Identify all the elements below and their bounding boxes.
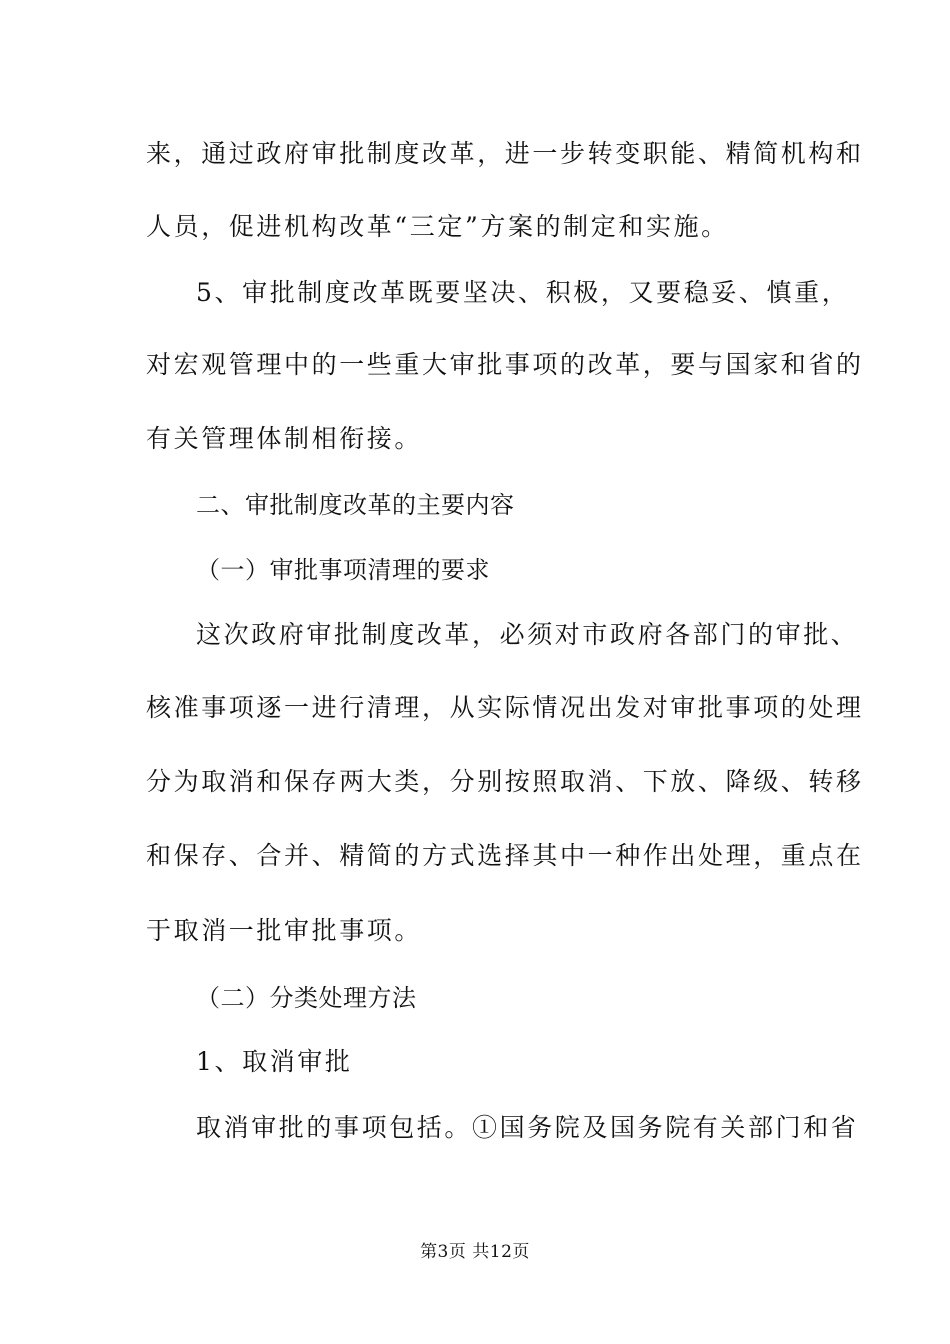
paragraph-line: 对宏观管理中的一些重大审批事项的改革，要与国家和省的: [146, 350, 864, 379]
list-item-heading: 1、取消审批: [196, 1047, 353, 1076]
paragraph-line: 这次政府审批制度改革，必须对市政府各部门的审批、: [196, 620, 859, 649]
paragraph-line: 和保存、合并、精简的方式选择其中一种作出处理，重点在: [146, 841, 864, 870]
paragraph-line: 人员，促进机构改革“三定”方案的制定和实施。: [146, 212, 729, 241]
page-footer: 第3页 共12页: [420, 1242, 530, 1262]
paragraph-line: 核准事项逐一进行清理，从实际情况出发对审批事项的处理: [146, 693, 864, 722]
paragraph-line: 有关管理体制相衔接。: [146, 424, 423, 453]
paragraph-line: 来，通过政府审批制度改革，进一步转变职能、精简机构和: [146, 139, 864, 168]
section-heading: 二、审批制度改革的主要内容: [196, 491, 515, 519]
subsection-heading: （一）审批事项清理的要求: [196, 556, 490, 584]
paragraph-line: 取消审批的事项包括。①国务院及国务院有关部门和省: [196, 1113, 859, 1142]
paragraph-line: 5、审批制度改革既要坚决、积极，又要稳妥、慎重，: [196, 278, 850, 307]
subsection-heading: （二）分类处理方法: [196, 984, 417, 1012]
paragraph-line: 分为取消和保存两大类，分别按照取消、下放、降级、转移: [146, 767, 864, 796]
paragraph-line: 于取消一批审批事项。: [146, 916, 423, 945]
